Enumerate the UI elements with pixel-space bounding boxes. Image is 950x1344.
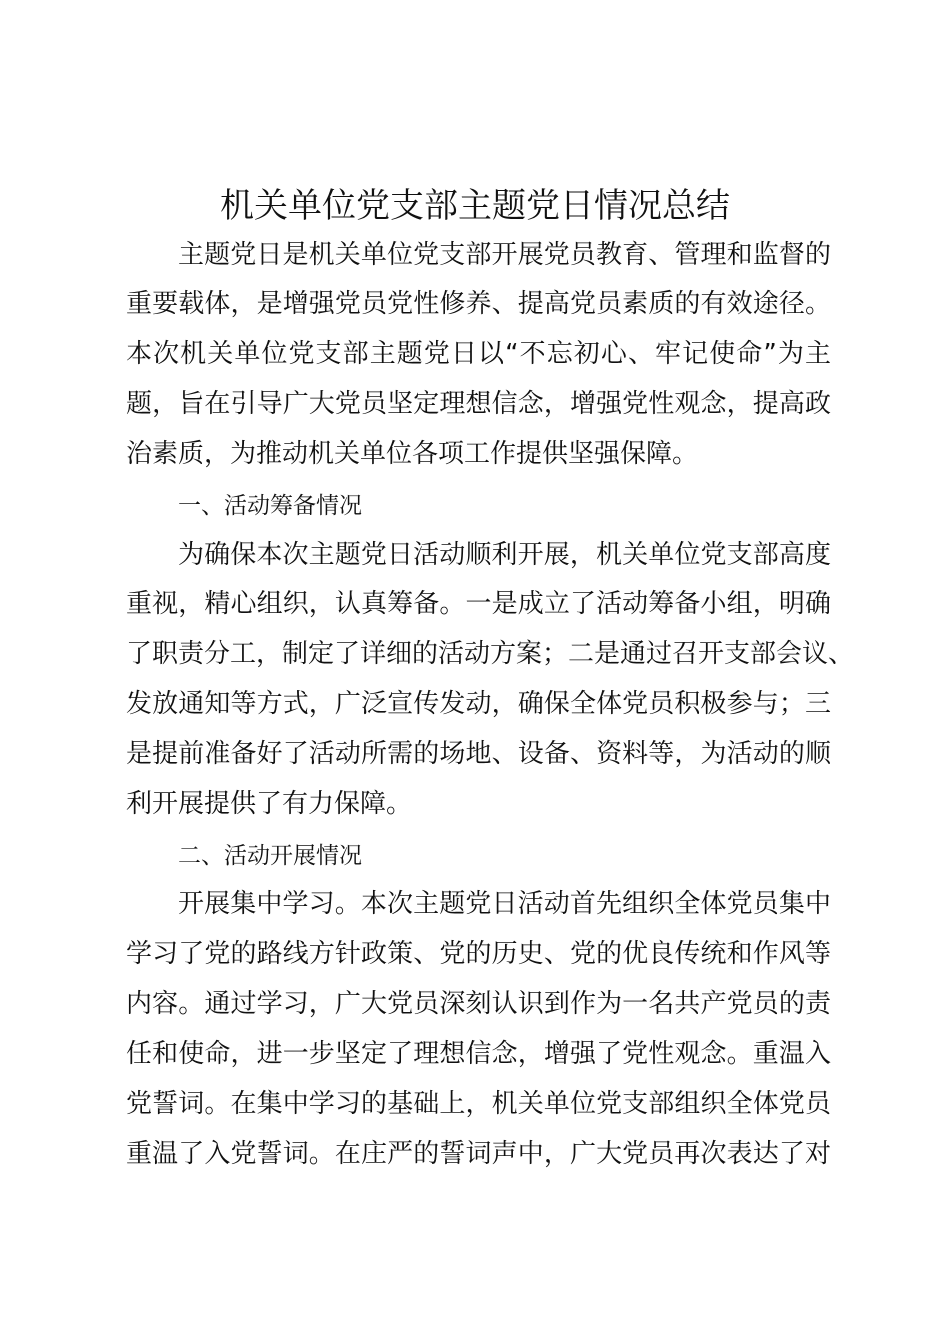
- intro-line-3: 本次机关单位党支部主题党日以“不忘初心、牢记使命”为主: [126, 339, 831, 369]
- section-heading-1: 一、活动筹备情况: [178, 493, 362, 519]
- section2-line-5: 党誓词。在集中学习的基础上，机关单位党支部组织全体党员: [126, 1089, 831, 1119]
- section2-line-3: 内容。通过学习，广大党员深刻认识到作为一名共产党员的责: [126, 989, 831, 1019]
- document-title: 机关单位党支部主题党日情况总结: [220, 186, 730, 226]
- section1-line-6: 利开展提供了有力保障。: [126, 789, 413, 819]
- section1-line-2: 重视，精心组织，认真筹备。一是成立了活动筹备小组，明确: [126, 589, 831, 619]
- section2-line-6: 重温了入党誓词。在庄严的誓词声中，广大党员再次表达了对: [126, 1139, 831, 1169]
- intro-line-5: 治素质，为推动机关单位各项工作提供坚强保障。: [126, 439, 699, 469]
- section2-line-1: 开展集中学习。本次主题党日活动首先组织全体党员集中: [178, 889, 831, 919]
- intro-line-1: 主题党日是机关单位党支部开展党员教育、管理和监督的: [178, 240, 831, 270]
- intro-line-4: 题，旨在引导广大党员坚定理想信念，增强党性观念，提高政: [126, 389, 831, 419]
- section1-line-5: 是提前准备好了活动所需的场地、设备、资料等，为活动的顺: [126, 739, 831, 769]
- section2-line-2: 学习了党的路线方针政策、党的历史、党的优良传统和作风等: [126, 939, 831, 969]
- section2-line-4: 任和使命，进一步坚定了理想信念，增强了党性观念。重温入: [126, 1039, 831, 1069]
- section1-line-4: 发放通知等方式，广泛宣传发动，确保全体党员积极参与；三: [126, 689, 831, 719]
- section1-line-1: 为确保本次主题党日活动顺利开展，机关单位党支部高度: [178, 540, 831, 570]
- intro-line-2: 重要载体，是增强党员党性修养、提高党员素质的有效途径。: [126, 289, 831, 319]
- section1-line-3: 了职责分工，制定了详细的活动方案；二是通过召开支部会议、: [126, 639, 855, 669]
- section-heading-2: 二、活动开展情况: [178, 843, 362, 869]
